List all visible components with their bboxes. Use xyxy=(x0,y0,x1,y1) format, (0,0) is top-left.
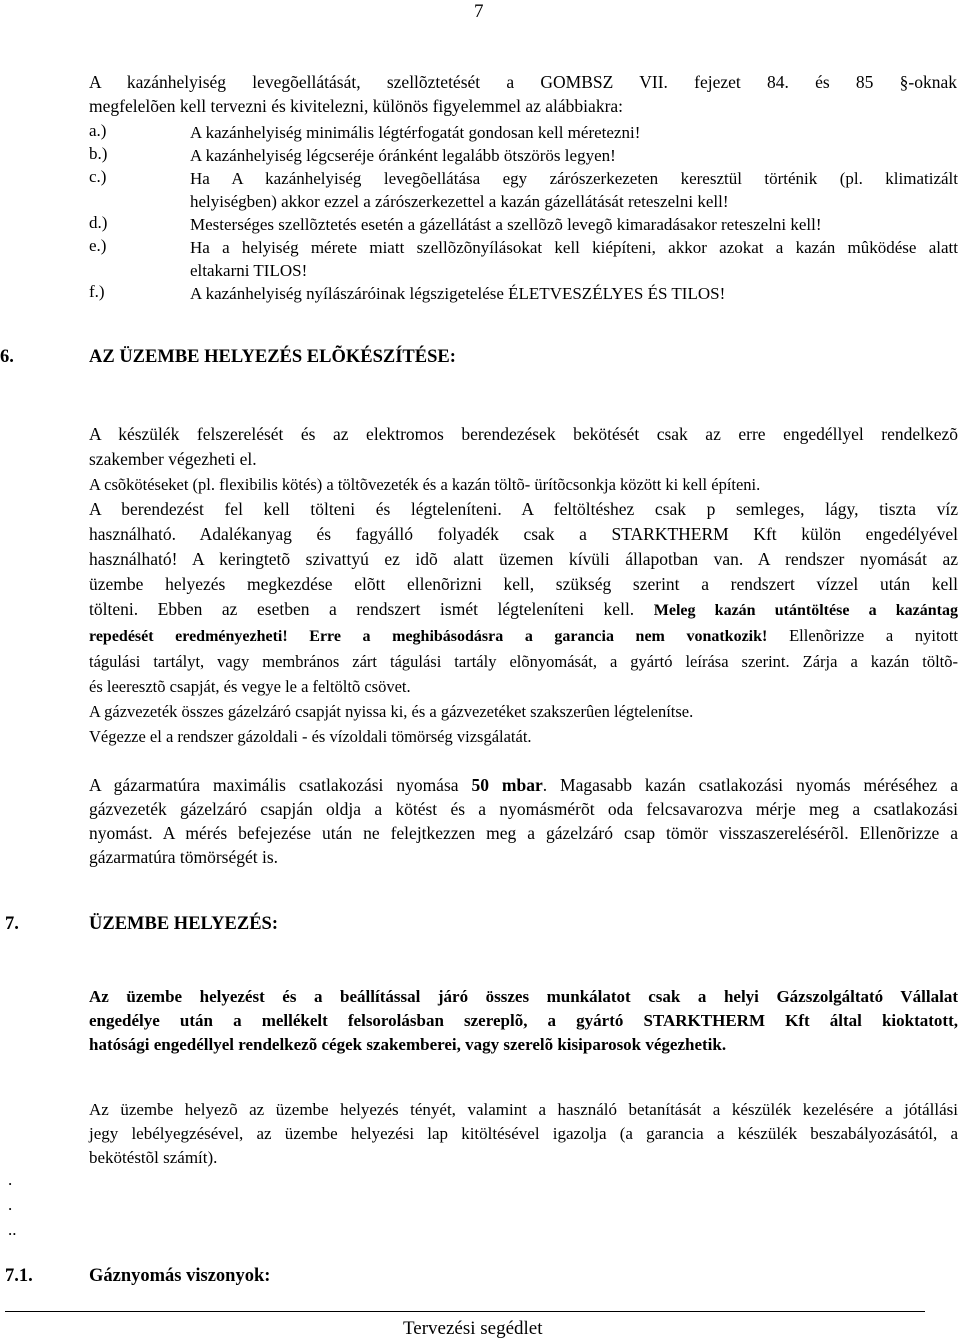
para-line xyxy=(89,597,958,623)
list-text-line: Ha a helyiség mérete miatt szellõzõnyílásokat kell kiépíteni, akkor azokat a kazán mûködése alatt xyxy=(190,238,958,257)
section-7-bold-paragraph xyxy=(89,985,958,1057)
list-label: e.) xyxy=(89,236,107,255)
list-text-line: helyiségben) akkor ezzel a zárószerkezettel a kazán gázellátását reteszelni kell! xyxy=(190,192,729,211)
list-label: b.) xyxy=(89,144,108,163)
para-line: szakember végezheti el. xyxy=(89,449,257,469)
gas-pressure-paragraph xyxy=(89,773,958,869)
para-line: tágulási tartályt, vagy membrános zárt tágulási tartály elõnyomását, a gyártó leírása szerint. Zárja a kazán töltõ- xyxy=(89,652,958,671)
para-line: bekötéstõl számít). xyxy=(89,1148,218,1167)
para-line xyxy=(89,623,958,649)
para-line: engedélye után a mellékelt felsorolásban szereplõ, a gyártó STARKTHERM Kft által kioktatott, xyxy=(89,1011,958,1030)
para-line: használható! A keringtetõ szivattyú ez idõ alatt üzemen kívüli állapotban van. A rendszer nyomását az xyxy=(89,549,958,569)
warning-text: Meleg kazán utántöltése a kazántag xyxy=(653,602,959,619)
para-line: A csõkötéseket (pl. flexibilis kötés) a töltõvezeték és a kazán töltõ- ürítõcsonkja között ki kell építeni. xyxy=(89,475,761,494)
para-text: tölteni. Ebben az esetben a rendszert ismét légteleníteni kell. xyxy=(89,599,635,619)
para-text: Ellenõrizze a nyitott xyxy=(767,626,959,645)
section-title: ÜZEMBE HELYEZÉS: xyxy=(89,914,279,934)
pressure-value: 50 mbar xyxy=(471,775,543,795)
list-label: a.) xyxy=(89,121,107,140)
stray-dot: . xyxy=(8,1195,13,1214)
list-text-line: eltakarni TILOS! xyxy=(190,261,308,280)
para-line: Az üzembe helyezõ az üzembe helyezés tényét, valamint a használó betanítását a készülék kezelésére a jótállási xyxy=(89,1100,958,1119)
list-label: f.) xyxy=(89,282,105,301)
list-text xyxy=(190,167,958,213)
para-text: A gázarmatúra maximális csatlakozási nyomása xyxy=(89,775,472,795)
para-line: gázarmatúra tömörségét is. xyxy=(89,847,279,867)
section-7-paragraph xyxy=(89,1098,958,1170)
para-line: Az üzembe helyezést és a beállítással járó összes munkálatot csak a helyi Gázszolgáltató Vállalat xyxy=(89,987,958,1006)
footer-rule xyxy=(5,1311,925,1312)
stray-dot: .. xyxy=(8,1220,17,1239)
para-line: Végezze el a rendszer gázoldali - és vízoldali tömörség vizsgálatát. xyxy=(89,727,532,746)
intro-line: A kazánhelyiség levegõellátását, szellõztetését a GOMBSZ VII. fejezet 84. és 85 §-oknak xyxy=(89,72,957,92)
para-line: használható. Adalékanyag és fagyálló folyadék csak a STARKTHERM Kft külön engedélyével xyxy=(89,524,958,544)
para-line: nyomást. A mérés befejezése után ne felejtkezzen meg a gázelzáró csap tömör visszaszerelésérõl. Ellenõrizze a xyxy=(89,823,958,843)
section-number: 7.1. xyxy=(5,1266,33,1286)
para-line: A berendezést fel kell tölteni és légteleníteni. A feltöltéshez csak p semleges, lágy, tiszta víz xyxy=(89,499,958,519)
intro-paragraph xyxy=(89,70,957,118)
stray-dot: . xyxy=(8,1170,13,1189)
list-label: d.) xyxy=(89,213,108,232)
para-line: üzembe helyezés megkezdése elõtt ellenõrizni kell, szükség szerint a rendszert vízzel után kell xyxy=(89,574,958,594)
list-text: A kazánhelyiség légcseréje óránként legalább ötszörös legyen! xyxy=(190,146,616,165)
list-text-line: Ha A kazánhelyiség levegõellátása egy zárószerkezeten keresztül történik (pl. klimatizált xyxy=(190,169,958,188)
warning-text: repedését eredményezheti! Erre a meghibásodásra a garancia nem vonatkozik! xyxy=(89,628,768,645)
para-line: A készülék felszerelését és az elektromos berendezések bekötését csak az erre engedéllyel rendelkezõ xyxy=(89,424,958,444)
para-line xyxy=(89,773,958,797)
list-label: c.) xyxy=(89,167,107,186)
footer-text: Tervezési segédlet xyxy=(403,1318,543,1339)
list-text: Mesterséges szellõztetés esetén a gázellátást a szellõzõ levegõ kimaradásakor reteszelni kell! xyxy=(190,215,822,234)
list-text: A kazánhelyiség minimális légtérfogatát gondosan kell méretezni! xyxy=(190,123,641,142)
section-title: Gáznyomás viszonyok: xyxy=(89,1266,271,1286)
section-number: 6. xyxy=(0,347,14,367)
section-6-paragraph xyxy=(89,422,958,749)
para-line: gázvezeték gázelzáró csapján oldja a kötést és a nyomásmérõt oda felcsavarozva mérje meg a csatlakozási xyxy=(89,799,958,819)
para-line: jegy lebélyegzésével, az üzembe helyezési lap kitöltésével igazolja (a garancia a készülék beszabályozásától, a xyxy=(89,1124,958,1143)
para-line: A gázvezeték összes gázelzáró csapját nyissa ki, és a gázvezetéket szakszerûen légtelenítse. xyxy=(89,702,694,721)
section-title: AZ ÜZEMBE HELYEZÉS ELÕKÉSZÍTÉSE: xyxy=(89,347,456,367)
intro-line: megfelelõen kell tervezni és kivitelezni, különös figyelemmel az alábbiakra: xyxy=(89,96,624,116)
para-line: hatósági engedéllyel rendelkezõ cégek szakemberei, vagy szerelõ kisiparosok végezhetik. xyxy=(89,1035,727,1054)
list-text xyxy=(190,236,958,282)
para-line: és leeresztõ csapját, és vegye le a feltöltõ csövet. xyxy=(89,677,411,696)
para-text: . Magasabb kazán csatlakozási nyomás méréséhez a xyxy=(542,775,959,795)
section-number: 7. xyxy=(5,914,19,934)
list-text: A kazánhelyiség nyílászáróinak légszigetelése ÉLETVESZÉLYES ÉS TILOS! xyxy=(190,284,726,303)
